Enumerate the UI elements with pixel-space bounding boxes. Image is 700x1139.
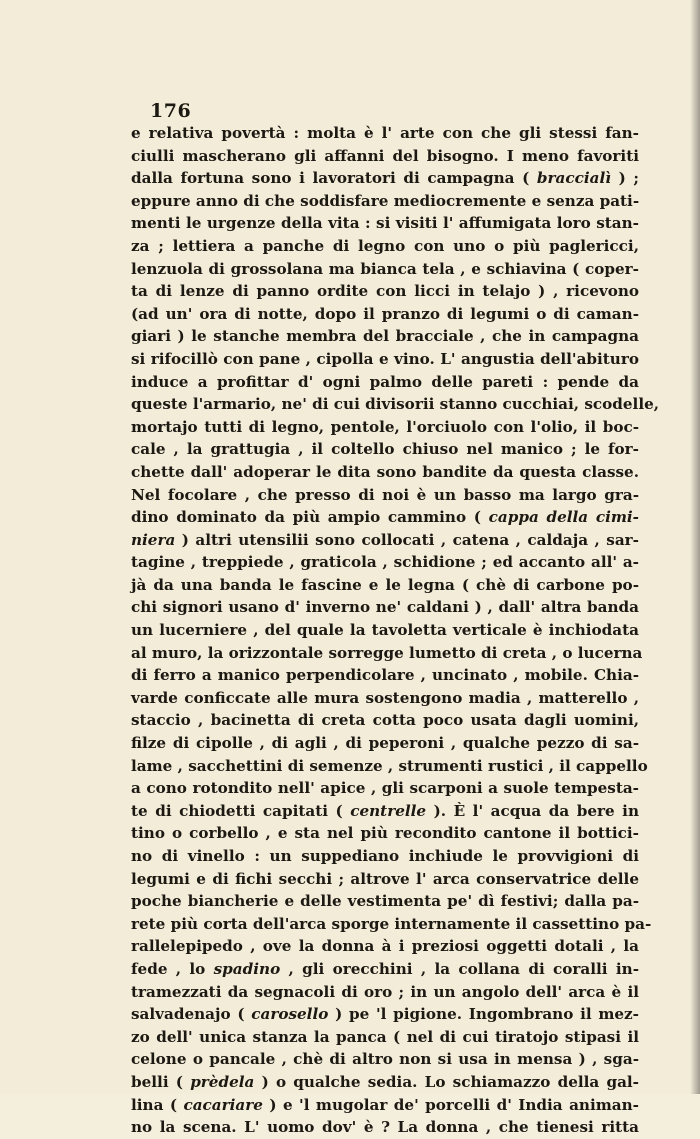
text-line: zo dell' unica stanza la panca ( nel di cui tiratojo stipasi il [131,1027,639,1046]
text-line: un lucerniere , del quale la tavoletta verticale è inchiodata [131,621,639,640]
text-line: chette dall' adoperar le dita sono bandite da questa classe. [131,462,639,481]
page-number: 176 [150,100,192,122]
text-line: menti le urgenze della vita : si visiti l' affumigata loro stan- [131,214,639,233]
italic-term: cappa della cimi- [488,508,639,527]
text-line: tagine , treppiede , graticola , schidione ; ed accanto all' a- [131,553,639,572]
text-line: di ferro a manico perpendicolare , uncinato , mobile. Chia- [131,666,639,685]
text-line: e relativa povertà : molta è l' arte con che gli stessi fan- [131,124,639,142]
text-line: filze di cipolle , di agli , di peperoni , qualche pezzo di sa- [131,734,639,753]
text-line: a cono rotondito nell' apice , gli scarponi a suole tempesta- [131,779,639,798]
text-line: cale , la grattugia , il coltello chiuso nel manico ; le for- [131,440,639,459]
italic-term: prèdela [190,1072,255,1091]
text-line: chi signori usano d' inverno ne' caldani ) , dall' altra banda [131,598,639,617]
text-line: al muro, la orizzontale sorregge lumetto di creta , o lucerna [131,643,643,662]
text-line: ta di lenze di panno ordite con licci in telajo ) , ricevono [131,282,639,301]
text-line: rallelepipedo , ove la donna à i preziosi oggetti dotali , la [131,937,639,956]
text-line: queste l'armario, ne' di cui divisorii stanno cucchiai, scodelle, [131,395,660,414]
text-line: giari ) le stanche membra del bracciale , che in campagna [131,327,639,346]
text-line: mortajo tutti di legno, pentole, l'orciuolo con l'olio, il boc- [131,417,639,436]
text-line: si rifocillò con pane , cipolla e vino. L' angustia dell'abituro [131,349,639,368]
body-text [131,122,660,1139]
italic-term: centrelle [350,801,427,820]
text-line: tramezzati da segnacoli di oro ; in un angolo dell' arca è il [131,982,639,1001]
text-line: jà da una banda le fascine e le legna ( chè di carbone po- [131,575,639,594]
text-line: poche biancherie e delle vestimenta pe' dì festivi; dalla pa- [131,892,639,911]
text-line: staccio , bacinetta di creta cotta poco usata dagli uomini, [131,711,639,730]
text-line: Nel focolare , che presso di noi è un basso ma largo gra- [131,485,639,504]
text-line: induce a profittar d' ogni palmo delle pareti : pende da [131,372,639,391]
text-line: no di vinello : un suppediano inchiude le provvigioni di [131,847,639,865]
text-line: lenzuola di grossolana ma bianca tela , e schiavina ( coper- [131,259,639,278]
page-edge-shadow [690,0,700,1094]
italic-term: cacariare [183,1095,263,1114]
text-line: lina ( cacariare ) e 'l mugolar de' porcelli d' India animan- [131,1095,639,1114]
italic-term: niera [131,530,176,549]
text-line: fede , lo spadino , gli orecchini , la collana di coralli in- [131,959,639,978]
text-line: za ; lettiera a panche di legno con uno o più paglericci, [131,236,639,255]
text-line: celone o pancale , chè di altro non si usa in mensa ) , sga- [131,1050,639,1069]
text-line: lame , sacchettini di semenze , strumenti rustici , il cappello [131,756,648,775]
text-line: (ad un' ora di notte, dopo il pranzo di legumi o di caman- [131,304,639,323]
text-line: dino dominato da più ampio cammino ( cappa della cimi- [131,508,639,527]
text-line: salvadenajo ( carosello ) pe 'l pigione. Ingombrano il mez- [131,1005,639,1024]
text-line: eppure anno di che soddisfare mediocremente e senza pati- [131,191,640,210]
text-line: varde conficcate alle mura sostengono madia , matterello , [131,688,639,707]
italic-term: braccialì [536,169,611,188]
italic-term: carosello [251,1005,329,1024]
text-line: ciulli mascherano gli affanni del bisogno. I meno favoriti [131,146,639,165]
text-line: no la scena. L' uomo dov' è ? La donna , che tienesi ritta [131,1118,639,1137]
text-line: rete più corta dell'arca sporge internamente il cassettino pa- [131,914,652,933]
text-line: tino o corbello , e sta nel più recondito cantone il bottici- [131,824,639,843]
text-line: niera ) altri utensilii sono collocati , catena , caldaja , sar- [131,530,639,549]
text-line: te di chiodetti capitati ( centrelle ). È l' acqua da bere in [131,801,639,820]
text-line: dalla fortuna sono i lavoratori di campagna ( braccialì ) ; [131,169,639,188]
italic-term: spadino [213,959,281,978]
text-line: legumi e di fichi secchi ; altrove l' arca conservatrice delle [131,869,639,888]
text-line: belli ( prèdela ) o qualche sedia. Lo schiamazzo della gal- [131,1072,639,1091]
